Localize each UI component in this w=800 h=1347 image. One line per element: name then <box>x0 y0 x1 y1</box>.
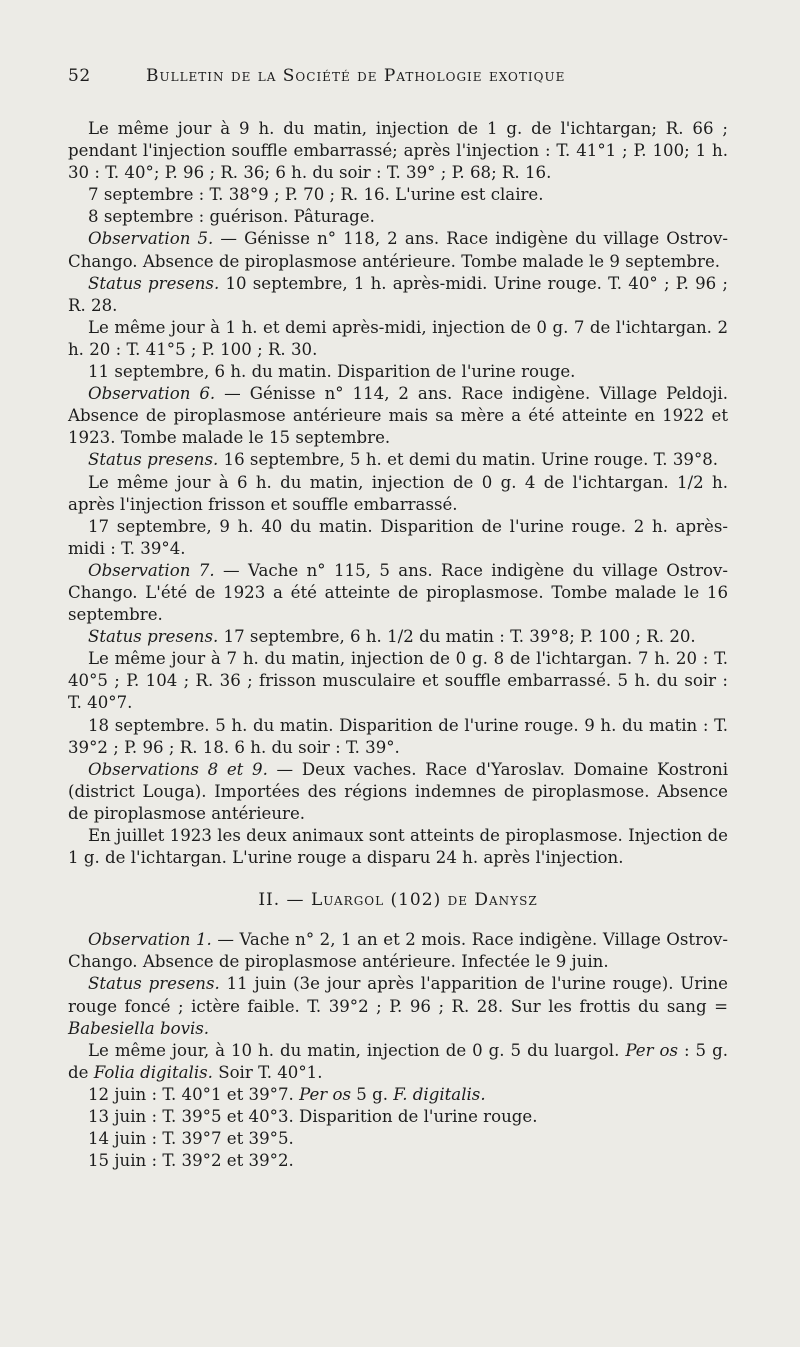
text-run: 5 g. <box>351 1084 394 1104</box>
text-run: Le même jour, à 10 h. du matin, injection de 0 g. 5 du luargol. <box>88 1040 626 1060</box>
paragraph: 17 septembre, 9 h. 40 du matin. Disparition de l'urine rouge. 2 h. après-midi : T. 39°4. <box>68 516 728 558</box>
text-run: 12 juin : T. 40°1 et 39°7. <box>88 1084 300 1104</box>
page-number: 52 <box>68 66 91 86</box>
italic-run: Folia digitalis. <box>93 1062 213 1082</box>
paragraph: 13 juin : T. 39°5 et 40°3. Disparition de l'urine rouge. <box>88 1107 538 1127</box>
paragraph: 11 septembre, 6 h. du matin. Disparition de l'urine rouge. <box>88 362 576 382</box>
status-paragraph <box>68 449 728 471</box>
status-text: 16 septembre, 5 h. et demi du matin. Urine rouge. T. 39°8. <box>218 450 719 470</box>
status-text: 10 septembre, 1 h. après-midi. Urine rouge. T. 40° ; P. 96 ; R. 28. <box>68 273 728 315</box>
paragraph: 7 septembre : T. 38°9 ; P. 70 ; R. 16. L'urine est claire. <box>88 185 544 205</box>
observation-text: — Génisse n° 114, 2 ans. Race indigène. Village Peldoji. Absence de piroplasmose antérieure mais sa mère a été atteinte en 1922 et 1923. Tombe malade le 15 septembre. <box>68 384 728 448</box>
status-label: Status presens. <box>88 450 219 470</box>
text-run: Soir T. 40°1. <box>212 1062 323 1082</box>
observation-text: — Vache n° 115, 5 ans. Race indigène du village Ostrov-Chango. L'été de 1923 a été atteinte de piroplasmose. Tombe malade le 16 septembre. <box>68 560 729 625</box>
status-label: Status presens. <box>88 273 220 293</box>
text-run: : 5 g. de <box>68 1040 728 1082</box>
paragraph: Le même jour à 1 h. et demi après-midi, injection de 0 g. 7 de l'ichtargan. 2 h. 20 : T. 41°5 ; P. 100 ; R. 30. <box>68 317 728 359</box>
paragraph: 15 juin : T. 39°2 et 39°2. <box>88 1151 294 1171</box>
observations-8-9 <box>68 759 728 825</box>
status-label: Status presens. <box>88 627 219 647</box>
status-paragraph <box>68 973 728 1039</box>
paragraph <box>68 1040 728 1084</box>
observation-text: — Vache n° 2, 1 an et 2 mois. Race indigène. Village Ostrov-Chango. Absence de piroplasmose antérieure. Infectée le 9 juin. <box>68 930 729 972</box>
italic-run: Per os <box>625 1040 679 1060</box>
status-paragraph <box>68 626 728 648</box>
species-name: Babesiella bovis. <box>68 1018 210 1038</box>
observation-5 <box>68 228 728 272</box>
paragraph: 8 septembre : guérison. Pâturage. <box>88 207 375 227</box>
observation-text: — Deux vaches. Race d'Yaroslav. Domaine Kostroni (district Louga). Importées des régions indemnes de piroplasmose. Absence de piroplasmose antérieure. <box>68 759 729 823</box>
section-heading: II. — Luargol (102) de Danysz <box>258 890 538 911</box>
article-body <box>68 118 728 1172</box>
paragraph: 18 septembre. 5 h. du matin. Disparition de l'urine rouge. 9 h. du matin : T. 39°2 ; P. 96 ; R. 18. 6 h. du soir : T. 39°. <box>68 715 728 757</box>
paragraph: Le même jour à 9 h. du matin, injection de 1 g. de l'ichtargan; R. 66 ; pendant l'injection souffle embarrassé; après l'injection : T. 41°1 ; P. 100; 1 h. 30 : T. 40°; P. 96 ; R. 36; 6 h. du soir : T. 39° ; P. 68; R. 16. <box>68 119 728 183</box>
observation-1 <box>68 929 728 973</box>
status-label: Status presens. <box>88 974 220 994</box>
observation-6 <box>68 383 728 449</box>
paragraph: Le même jour à 7 h. du matin, injection de 0 g. 8 de l'ichtargan. 7 h. 20 : T. 40°5 ; P. 104 ; R. 36 ; frisson musculaire et souffle embarrassé. 5 h. du soir : T. 40°7. <box>68 649 728 713</box>
status-text: 11 juin (3e jour après l'apparition de l'urine rouge). Urine rouge foncé ; ictère faible. T. 39°2 ; P. 96 ; R. 28. Sur les frottis du sang = <box>68 974 728 1016</box>
paragraph: En juillet 1923 les deux animaux sont atteints de piroplasmose. Injection de 1 g. de l'ichtargan. L'urine rouge a disparu 24 h. après l'injection. <box>68 826 728 868</box>
observation-text: — Génisse n° 118, 2 ans. Race indigène du village Ostrov-Chango. Absence de piroplasmose antérieure. Tombe malade le 9 septembre. <box>68 229 728 271</box>
status-text: 17 septembre, 6 h. 1/2 du matin : T. 39°8; P. 100 ; R. 20. <box>218 627 696 647</box>
italic-run: F. digitalis. <box>393 1084 486 1104</box>
paragraph: Le même jour à 6 h. du matin, injection de 0 g. 4 de l'ichtargan. 1/2 h. après l'injection frisson et souffle embarrassé. <box>68 472 728 514</box>
observation-label: Observations 8 et 9. <box>88 759 268 779</box>
observation-label: Observation 1. <box>88 930 212 950</box>
italic-run: Per os <box>299 1084 352 1104</box>
paragraph <box>68 1084 728 1106</box>
observation-7 <box>68 560 728 626</box>
paragraph: 14 juin : T. 39°7 et 39°5. <box>88 1129 294 1149</box>
journal-title: Bulletin de la Société de Pathologie exotique <box>146 66 566 86</box>
observation-label: Observation 6. <box>88 384 216 404</box>
observation-label: Observation 7. <box>88 560 215 580</box>
status-paragraph <box>68 273 728 317</box>
observation-label: Observation 5. <box>88 229 214 249</box>
